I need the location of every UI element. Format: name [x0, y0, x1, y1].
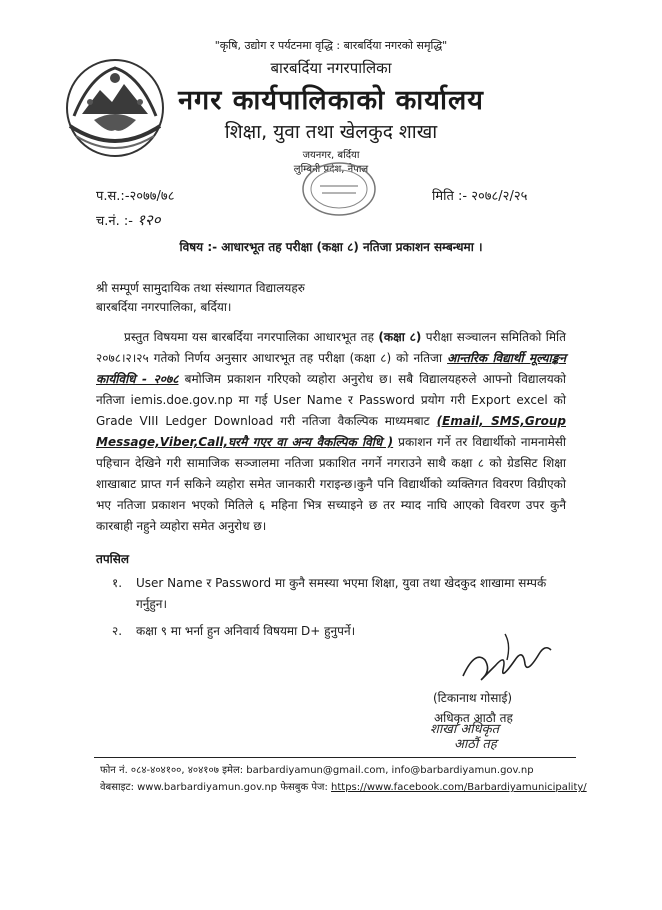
- footer-web: [100, 779, 587, 793]
- reference-label: प.स.:-: [96, 189, 130, 204]
- body-text-4: प्रकाशन गर्ने तर विद्यार्थीको नामनामेसी पहिचान देखिने गरी सामाजिक सञ्जालमा नतिजा प्रकाशित नगर्ने नगराउने साथै कक्षा ८ को ग्रेडसिट शिक्षा शाखाबाट प्राप्त गर्न सकिने व्यहोरा समेत जानकारी गराइन्छ।कुनै पनि विद्यार्थीको व्यक्तिगत विवरण विग्रीएको भए नतिजा प्रकाशन भएको मितिले ६ महिना भित्र सच्याइने छ तर म्याद नाघि आएको विवरण उपर कुनै कारबाही नहुने व्यहोरा समेत अनुरोध छ।: [96, 435, 566, 533]
- date-label: मिति :-: [432, 189, 468, 204]
- signature-icon: [455, 630, 555, 688]
- municipality-name: बारबर्दिया नगरपालिका: [270, 59, 392, 77]
- list-item-text: User Name र Password मा कुनै समस्या भएमा शिक्षा, युवा तथा खेदकुद शाखामा सम्पर्क गर्नुहुन।: [136, 576, 547, 611]
- list-item-text: कक्षा ९ मा भर्ना हुन अनिवार्य विषयमा D+ हुनुपर्ने।: [136, 624, 356, 638]
- letter-body: [96, 327, 566, 537]
- date-value: २०७८/२/२५: [471, 189, 528, 204]
- chalani-label: च.नं. :-: [96, 214, 133, 229]
- body-bold-grade: (कक्षा ८): [378, 330, 422, 344]
- footer-divider: [94, 757, 576, 758]
- address-line-1: जयनगर, बर्दिया: [302, 150, 360, 161]
- chalani-value: १२०: [137, 211, 161, 229]
- body-emph-channels: (Email, SMS,Group Message,Viber,Call,घरमै गएर वा अन्य वैकल्पिक विधि ): [96, 414, 566, 449]
- designation-stamp: [430, 722, 499, 752]
- letter-date: [432, 186, 527, 204]
- section-title: शिक्षा, युवा तथा खेलकुद शाखा: [224, 121, 438, 143]
- list-item-number: २.: [112, 624, 123, 638]
- footer-contact: फोन नं. ०८४-४०४१००, ४०४१०७ इमेल: barbardiyamun@gmail.com, info@barbardiyamun.gov.np: [100, 765, 534, 776]
- footer-web-label: वेबसाइट: www.barbardiyamun.gov.np फेसबुक पेज:: [100, 782, 332, 793]
- address-line-2: लुम्बिनी प्रदेश, नेपाल: [293, 164, 369, 175]
- body-text-1: प्रस्तुत विषयमा यस बारबर्दिया नगरपालिका आधारभूत तह: [124, 330, 379, 344]
- facebook-link[interactable]: https://www.facebook.com/Barbardiyamunicipality/: [331, 782, 587, 793]
- dispatch-number: [96, 210, 161, 230]
- addressee-line-2: बारबर्दिया नगरपालिका, बर्दिया।: [96, 300, 232, 314]
- body-text-2: परीक्षा सञ्चालन समितिको मिति २०७८।२।२५ गतेको निर्णय अनुसार आधारभूत तह परीक्षा (कक्षा ८) को नतिजा: [96, 330, 566, 365]
- stamp-line-2: आठौं तह: [454, 737, 497, 752]
- body-emph-procedure: आन्तरिक विद्यार्थी मूल्याङ्कन कार्यविधि - २०७८: [96, 351, 566, 386]
- office-title: नगर कार्यपालिकाको कार्यालय: [178, 85, 484, 116]
- signatory-name: (टिकानाथ गोसाई): [433, 691, 513, 705]
- letterhead-motto: "कृषि, उद्योग र पर्यटनमा वृद्धि : बारबर्दिया नगरको समृद्धि": [214, 39, 448, 52]
- list-item-number: १.: [112, 576, 123, 590]
- signatory-title: अधिकृत आठौ तह: [434, 711, 513, 725]
- stamp-line-1: शाखा अधिकृत: [430, 722, 500, 737]
- office-seal-icon: [300, 160, 378, 218]
- reference-value: २०७७/७८: [129, 189, 175, 204]
- body-text-3: बमोजिम प्रकाशन गरिएको व्यहोरा अनुरोध छ। सबै विद्यालयहरुले आफ्नो विद्यालयको नतिजा iemis.doe.gov.np मा गई User Name र Password प्रयोग गरी Export excel को Grade VIII Ledger Download गरी नतिजा वैकल्पिक माध्यमबाट: [96, 372, 566, 428]
- reference-number: [96, 186, 174, 204]
- addressee-line-1: श्री सम्पूर्ण सामुदायिक तथा संस्थागत विद्यालयहरु: [96, 281, 305, 295]
- annex-heading: तपसिल: [96, 552, 130, 566]
- list-item: [112, 573, 572, 615]
- letter-subject: विषय :- आधारभूत तह परीक्षा (कक्षा ८) नतिजा प्रकाशन सम्बन्धमा ।: [179, 240, 483, 254]
